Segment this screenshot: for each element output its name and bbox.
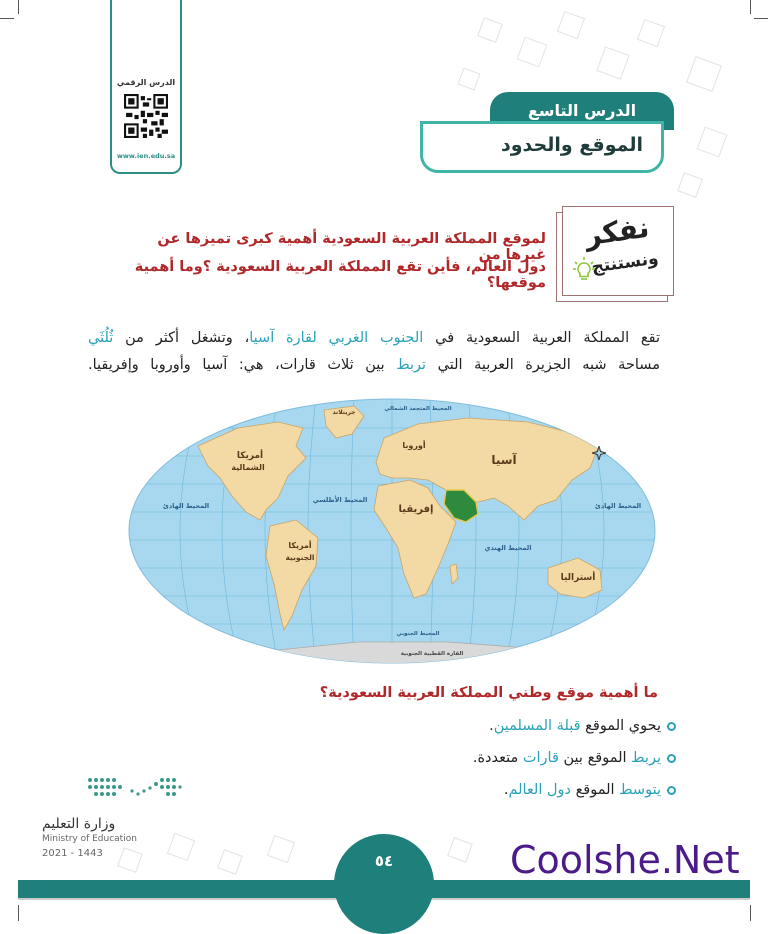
text: الموقع — [570, 782, 620, 798]
text: تقع المملكة العربية السعودية في — [423, 330, 660, 346]
sparkle-icon — [592, 446, 606, 460]
crop-mark — [0, 18, 14, 19]
map-label-south-america: أمريكا — [288, 541, 312, 550]
page-number: ٥٤ — [374, 852, 394, 870]
decor-square — [167, 833, 195, 861]
map-label-antarctica: القارة القطبية الجنوبية — [400, 651, 464, 657]
lightbulb-icon — [573, 257, 595, 283]
highlight-text: دول العالم — [508, 782, 571, 798]
page-number-badge — [334, 834, 434, 934]
highlight-text: لقارة آسيا — [249, 330, 317, 346]
text — [317, 330, 329, 346]
ministry-logo-icon — [86, 774, 182, 806]
map-label-africa: إفريقيا — [398, 504, 434, 515]
map-label-arctic: المحيط المتجمد الشمالي — [384, 406, 452, 412]
list-item — [156, 750, 676, 766]
map-label-asia: آسيا — [491, 453, 517, 467]
map-label-europe: أوروبا — [402, 441, 426, 450]
highlight-text: الجنوب الغربي — [328, 330, 424, 346]
decor-square — [517, 37, 548, 68]
list-item — [156, 718, 676, 734]
think-word: نفكر — [582, 210, 652, 253]
lesson-title-box — [420, 121, 664, 173]
map-label-north-america-2: الشمالية — [231, 463, 265, 472]
digital-lesson-box[interactable] — [110, 0, 182, 174]
lesson-number-tab: الدرس التاسع — [490, 92, 674, 130]
importance-question: ما أهمية موقع وطني المملكة العربية السعودية؟ — [319, 685, 658, 701]
map-label-south-america-2: الجنوبية — [285, 553, 315, 562]
highlight-text: ثُلُثَي — [88, 330, 114, 346]
decor-square — [117, 847, 143, 873]
bullet-icon — [667, 722, 676, 731]
highlight-text: يتوسط — [619, 782, 661, 798]
conclude-word: ونستنتج — [590, 248, 660, 278]
decor-square — [447, 837, 473, 863]
map-label-greenland: جرينلاند — [332, 409, 356, 416]
text: الموقع بين — [558, 750, 632, 766]
ministry-name-english: Ministry of Education — [42, 834, 137, 844]
highlight-text: يربط — [631, 750, 661, 766]
map-label-southern: المحيط الجنوبي — [396, 631, 440, 637]
question-line-1: لموقع المملكة العربية السعودية أهمية كبرى تميزها عن غيرها من — [157, 231, 546, 263]
crop-mark — [754, 18, 768, 19]
paragraph-line-1 — [88, 330, 660, 346]
highlight-text: تربط — [396, 357, 427, 373]
think-box — [562, 206, 674, 296]
digital-lesson-label: الدرس الرقمي — [116, 78, 176, 87]
decor-square — [596, 46, 629, 79]
decor-square — [686, 56, 722, 92]
text: بين ثلاث قارات، هي: آسيا وأوروبا وإفريقيا. — [88, 357, 397, 373]
map-label-indian: المحيط الهندي — [484, 544, 532, 552]
crop-mark — [750, 905, 751, 921]
decor-square — [677, 172, 703, 198]
decor-square — [477, 17, 503, 43]
decor-square — [457, 67, 480, 90]
lesson-title: الموقع والحدود — [500, 134, 643, 156]
text: . — [503, 782, 509, 798]
map-label-atlantic: المحيط الأطلسي — [312, 496, 368, 504]
decor-square — [267, 835, 295, 863]
world-map — [128, 398, 656, 664]
decor-square — [217, 849, 243, 875]
decor-square — [557, 11, 585, 39]
text: متعددة. — [472, 750, 523, 766]
decor-square — [637, 19, 665, 47]
crop-mark — [18, 0, 19, 14]
question-line-2: دول العالم، فأين تقع المملكة العربية السعودية ؟وما أهمية موقعها؟ — [134, 259, 546, 291]
map-label-pacific-west: المحيط الهادئ — [162, 502, 210, 510]
map-label-north-america: أمريكا — [236, 451, 264, 461]
text: مساحة شبه الجزيرة العربية التي — [426, 357, 661, 373]
crop-mark — [18, 905, 19, 921]
highlight-text: قبلة المسلمين — [493, 718, 581, 734]
ministry-name-arabic: وزارة التعليم — [42, 816, 116, 832]
edition-year: 2021 - 1443 — [42, 848, 103, 859]
crop-mark — [750, 0, 751, 14]
bullet-icon — [667, 786, 676, 795]
bullet-icon — [667, 754, 676, 763]
map-label-australia: أستراليا — [560, 573, 596, 583]
decor-square — [697, 127, 728, 158]
text: يحوي الموقع — [580, 718, 661, 734]
map-label-pacific-east: المحيط الهادئ — [594, 502, 642, 510]
text: . — [489, 718, 494, 734]
text: ، وتشغل أكثر من — [113, 330, 250, 346]
qr-code-icon[interactable] — [124, 94, 168, 138]
watermark: Coolshe.Net — [510, 838, 740, 882]
highlight-text: قارات — [522, 750, 559, 766]
paragraph-line-2 — [88, 357, 660, 373]
digital-lesson-url[interactable]: www.ien.edu.sa — [116, 152, 176, 160]
list-item — [156, 782, 676, 798]
